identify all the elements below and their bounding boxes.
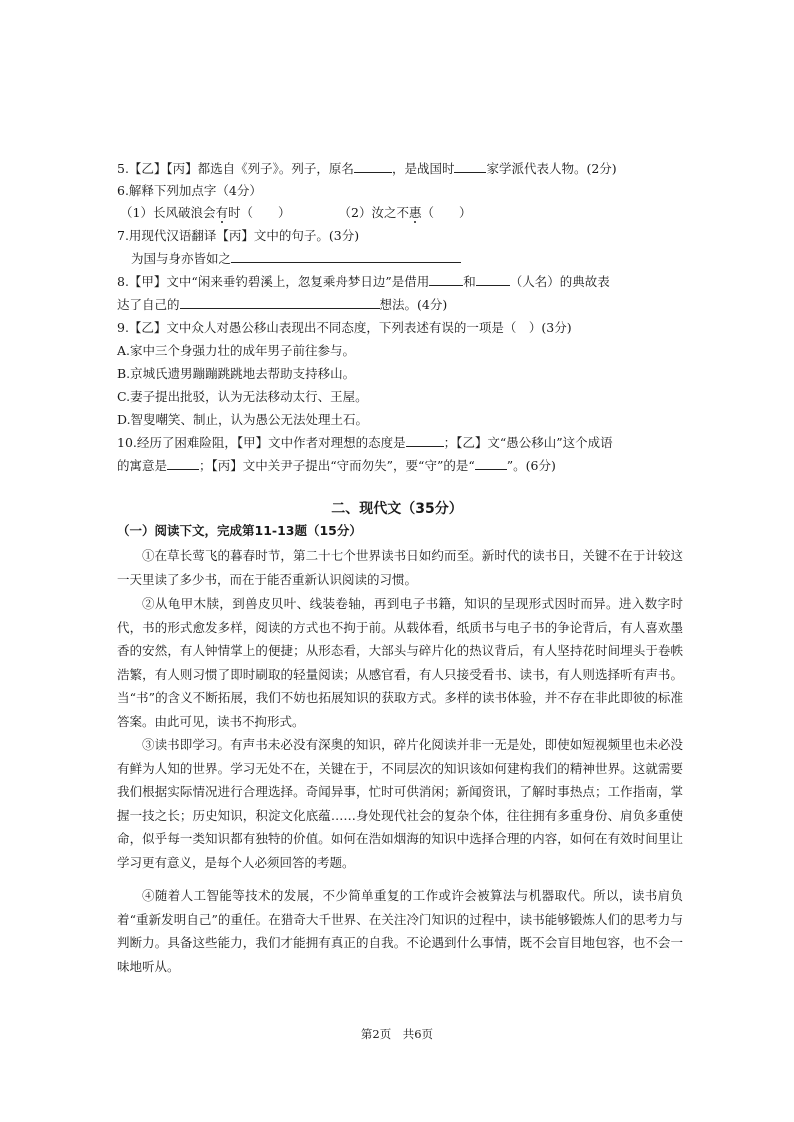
q7-sentence-text: 为国与身亦皆如之 [131, 251, 232, 266]
answer-blank[interactable] [354, 158, 392, 173]
page-footer: 第2页 共6页 [360, 1027, 434, 1041]
question-7-sentence [131, 248, 461, 270]
q8-text-b: 和 [463, 274, 476, 289]
q9-option-c: C.妻子提出批驳，认为无法移动太行、王屋。 [117, 389, 368, 404]
answer-blank[interactable] [406, 432, 444, 447]
q9-option-b: B.京城氏遗男蹦蹦跳跳地去帮助支持移山。 [117, 366, 356, 381]
answer-blank[interactable] [429, 271, 463, 286]
question-9-title: 9.【乙】文中众人对愚公移山表现出不同态度，下列表述有误的一项是（ ）(3分) [117, 320, 572, 335]
answer-blank[interactable] [167, 455, 199, 470]
q8-text-d: 达了自己的 [117, 297, 180, 312]
q8-text-c: （人名）的典故表 [509, 274, 610, 289]
section-title: 二、现代文（35分） [331, 501, 463, 517]
q6-item2-paren: （ ） [421, 205, 472, 220]
passage-paragraph-1: ①在草长莺飞的暮春时节，第二十七个世界读书日如约而至。新时代的读书日，关键不在于计较这一天里读了多少书，而在于能否重新认识阅读的习惯。 [117, 548, 683, 587]
dotted-char: 惠 [408, 205, 422, 220]
question-6-items [120, 202, 471, 224]
passage-paragraph-3: ③读书即学习。有声书未必没有深奥的知识，碎片化阅读并非一无是处，即使如短视频里也未必没有鲜为人知的世界。学习无处不在，关键在于，不同层次的知识该如何建构我们的精神世界。这就需要我们根据实际情况进行合理选择。奇闻异事，忙时可供消闲；新闻资讯，了解时事热点；工作指南，掌握一技之长；历史知识，积淀文化底蕴……身处现代社会的复杂个体，往往拥有多重身份、肩负多重使命，似乎每一类知识都有独特的价值。如何在浩如烟海的知识中选择合理的内容，如何在有效时间里让学习更有意义，是每个人必须回答的考题。 [117, 737, 683, 870]
q10-text-e: ”。(6分) [506, 458, 556, 473]
question-5 [117, 158, 617, 180]
q6-item1-text: （1）长风破浪会 [120, 205, 216, 220]
answer-blank[interactable] [476, 271, 510, 286]
q10-text-d: ；【丙】文中关尹子提出“守而勿失”，要“守”的是“ [199, 458, 475, 473]
question-6-title: 6.解释下列加点字（4分） [117, 183, 262, 198]
passage-paragraph-2: ②从龟甲木牍，到兽皮贝叶、线装卷轴，再到电子书籍，知识的呈现形式因时而异。进入数字时代，书的形式愈发多样，阅读的方式也不拘于前。从载体看，纸质书与电子书的争论背后，有人喜欢墨香的安然，有人钟情掌上的便捷；从形态看，大部头与碎片化的热议背后，有人坚持花时间埋头于卷帙浩繁，有人则习惯了即时刷取的轻量阅读；从感官看，有人只接受看书、读书，有人则选择听有声书。当“书”的含义不断拓展，我们不妨也拓展知识的获取方式。多样的读书体验，并不存在非此即彼的标准答案。由此可见，读书不拘形式。 [117, 596, 683, 729]
q8-text-e: 想法。(4分) [379, 297, 448, 312]
question-8-line1 [117, 271, 610, 293]
q5-text-b: ，是战国时 [391, 161, 455, 176]
q9-option-d: D.智叟嘲笑、制止，认为愚公无法处理土石。 [117, 412, 369, 427]
q8-text-a: 8.【甲】文中“闲来垂钓碧溪上，忽复乘舟梦日边”是借用 [117, 274, 430, 289]
q5-text-c: 家学派代表人物。(2分) [486, 161, 617, 176]
question-8-line2 [117, 294, 447, 316]
answer-blank[interactable] [180, 294, 380, 309]
q10-text-b: ；【乙】文“愚公移山”这个成语 [443, 435, 613, 450]
question-10-line2 [117, 455, 556, 477]
answer-blank[interactable] [231, 248, 461, 263]
q5-text-a: 5.【乙】【丙】都选自《列子》。列子，原名 [117, 161, 354, 176]
section-subtitle: （一）阅读下文，完成第11-13题（15分） [117, 523, 362, 538]
question-7-title: 7.用现代汉语翻译【丙】文中的句子。(3分) [117, 228, 360, 243]
dotted-char: 有 [215, 205, 228, 220]
q10-text-a: 10.经历了困难险阻，【甲】文中作者对理想的态度是 [117, 435, 406, 450]
answer-blank[interactable] [454, 158, 486, 173]
question-10-line1 [117, 432, 613, 454]
passage-paragraph-4: ④随着人工智能等技术的发展，不少简单重复的工作或许会被算法与机器取代。所以，读书肩负着“重新发明自己”的重任。在猎奇大千世界、在关注冷门知识的过程中，读书能够锻炼人们的思考力与判断力。具备这些能力，我们才能拥有真正的自我。不论遇到什么事情，既不会盲目地包容，也不会一味地听从。 [117, 888, 683, 974]
q10-text-c: 的寓意是 [117, 458, 168, 473]
q6-item1-paren: 时（ ） [227, 205, 291, 220]
q9-option-a: A.家中三个身强力壮的成年男子前往参与。 [117, 343, 356, 358]
answer-blank[interactable] [475, 455, 507, 470]
q6-item2-text: （2）汝之不 [338, 205, 409, 220]
